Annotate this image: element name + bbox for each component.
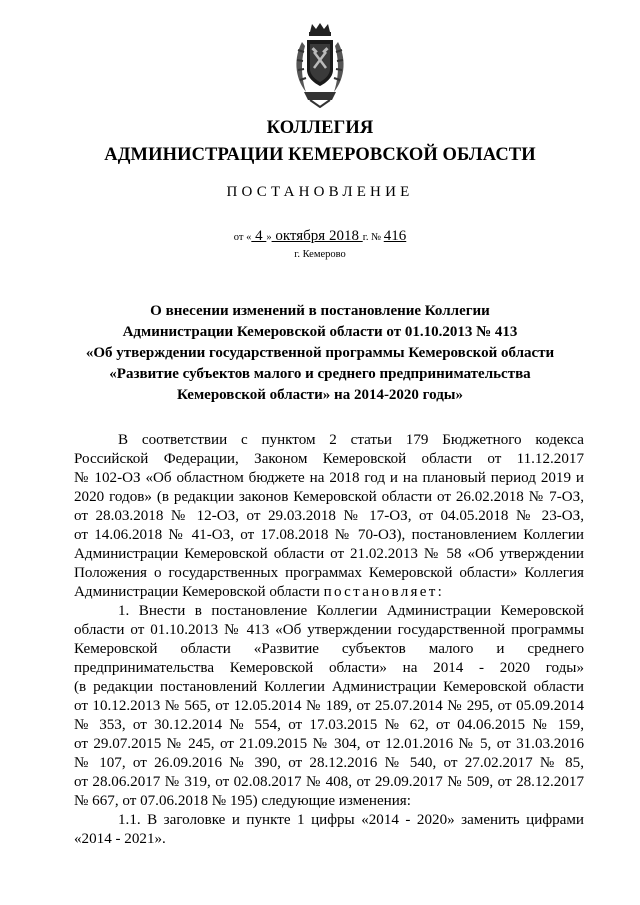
body-line-text: Администрации Кемеровской области (74, 584, 324, 600)
body-line: от 28.06.2017 № 319, от 02.08.2017 № 408, от 29.09.2017 № 509, от 28.12.2017 (74, 774, 584, 790)
colon: : (437, 584, 442, 600)
body-line: Администрации Кемеровской области от 21.02.2013 № 58 «Об утверждении (74, 546, 584, 562)
body-line: (в редакции постановлений Коллегии Администрации Кемеровской области (74, 679, 584, 695)
body-line: № 667, от 07.06.2018 № 195) следующие изменения: (74, 793, 411, 809)
title-line: Администрации Кемеровской области от 01.10.2013 № 413 (122, 324, 518, 340)
coat-of-arms-emblem (290, 22, 350, 108)
date-year-suffix: г. (362, 232, 369, 243)
body-line: от 14.06.2018 № 41-ОЗ, от 17.08.2018 № 70-ОЗ), постановлением Коллегии (74, 527, 584, 543)
body-line: 1. Внести в постановление Коллегии Администрации Кемеровской (118, 603, 584, 619)
body-line: Российской Федерации, Законом Кемеровской области от 11.12.2017 (74, 451, 584, 467)
body-line: 1.1. В заголовке и пункте 1 цифры «2014 - 2020» заменить цифрами (118, 812, 584, 828)
org-name-line1: КОЛЛЕГИЯ (266, 118, 374, 138)
body-line: предпринимательства Кемеровской области» на 2014 - 2020 годы» (74, 660, 584, 676)
title-line: Кемеровской области» на 2014-2020 годы» (177, 387, 463, 403)
body-line: области от 01.10.2013 № 413 «Об утверждении государственной программы (74, 622, 584, 638)
body-line: от 10.12.2013 № 565, от 12.05.2014 № 189, от 25.07.2014 № 295, от 05.09.2014 (74, 698, 584, 714)
document-number: 416 (383, 228, 407, 244)
date-number-line (0, 228, 640, 245)
document-type: ПОСТАНОВЛЕНИЕ (226, 184, 414, 200)
city-name: г. Кемерово (294, 249, 346, 260)
title-line: «Развитие субъектов малого и среднего предпринимательства (109, 366, 531, 382)
body-line: «2014 - 2021». (74, 831, 166, 847)
body-line: Положения о государственных программах Кемеровской области» Коллегия (74, 565, 584, 581)
resolves-word: постановляет (323, 584, 438, 600)
org-name-line2: АДМИНИСТРАЦИИ КЕМЕРОВСКОЙ ОБЛАСТИ (104, 145, 536, 165)
body-line: 2020 годов» (в редакции законов Кемеровской области от 26.02.2018 № 7-ОЗ, (74, 489, 584, 505)
body-line: Кемеровской области «Развитие субъектов малого и среднего (74, 641, 584, 657)
body-line: № 107, от 26.09.2016 № 390, от 28.12.2016 № 540, от 27.02.2017 № 85, (74, 755, 584, 771)
date-month-year: октября 2018 (271, 228, 363, 244)
title-line: «Об утверждении государственной программы Кемеровской области (85, 345, 555, 361)
body-line (74, 583, 584, 601)
body-line: от 28.03.2018 № 12-ОЗ, от 29.03.2018 № 17-ОЗ, от 04.05.2018 № 23-ОЗ, (74, 508, 584, 524)
number-prefix: № (368, 232, 384, 243)
title-line: О внесении изменений в постановление Коллегии (150, 303, 490, 319)
date-day: 4 (251, 228, 267, 244)
body-line: В соответствии с пунктом 2 статьи 179 Бюджетного кодекса (118, 432, 584, 448)
body-line: № 102-ОЗ «Об областном бюджете на 2018 год и на плановый период 2019 и (74, 470, 584, 486)
date-mid: » (266, 232, 272, 243)
body-line: от 29.07.2015 № 245, от 21.09.2015 № 304, от 12.01.2016 № 5, от 31.03.2016 (74, 736, 584, 752)
date-prefix: от « (233, 232, 252, 243)
body-line: № 353, от 30.12.2014 № 554, от 17.03.2015 № 62, от 04.06.2015 № 159, (74, 717, 584, 733)
